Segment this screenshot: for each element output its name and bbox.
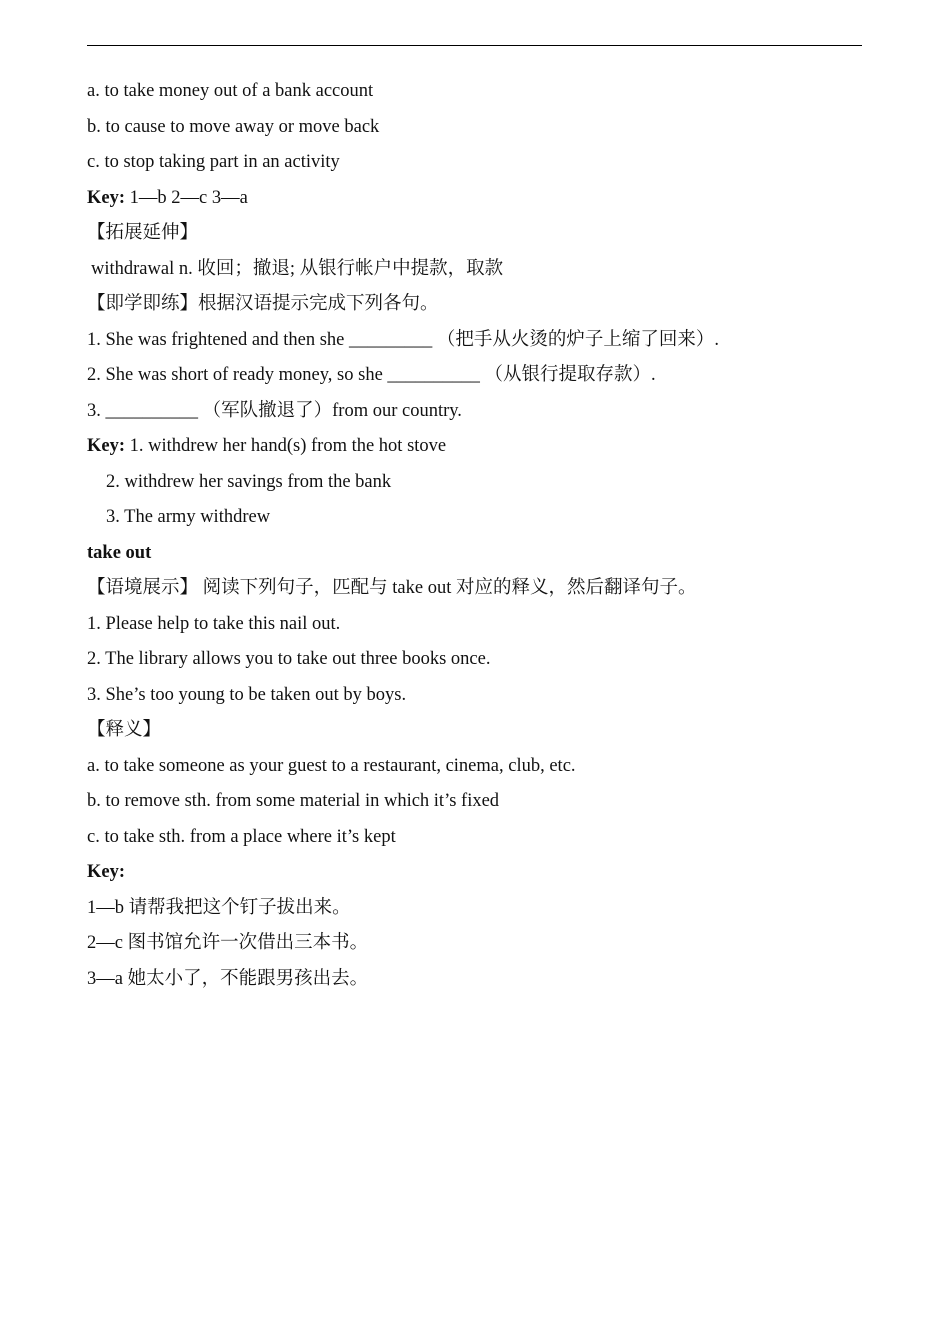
document-body bbox=[87, 74, 862, 997]
definition-c: c. to stop taking part in an activity bbox=[87, 152, 340, 172]
practice-heading: 【即学即练】根据汉语提示完成下列各句。 bbox=[87, 294, 439, 314]
example-sentence-1: 1. Please help to take this nail out. bbox=[87, 613, 341, 634]
example-sentence-3: 3. She’s too young to be taken out by boys. bbox=[87, 684, 407, 705]
key-text: 1—b 2—c 3—a bbox=[125, 187, 248, 208]
definition-b: b. to cause to move away or move back bbox=[87, 116, 380, 137]
practice-item-2: 2. She was short of ready money, so she __________ （从银行提取存款）. bbox=[87, 365, 656, 385]
meaning-heading: 【释义】 bbox=[87, 720, 162, 740]
practice-item-3: 3. __________ （军队撤退了）from our country. bbox=[87, 400, 462, 421]
answer-key-1 bbox=[87, 181, 862, 217]
example-sentence-2: 2. The library allows you to take out three books once. bbox=[87, 649, 491, 669]
withdrawal-entry: withdrawal n. 收回；撤退; 从银行帐户中提款，取款 bbox=[91, 258, 504, 279]
answer-line-2: 2—c 图书馆允许一次借出三本书。 bbox=[87, 933, 369, 953]
key-answer-1: 1. withdrew her hand(s) from the hot stove bbox=[125, 436, 447, 456]
key-answer-3: 3. The army withdrew bbox=[106, 507, 271, 527]
meaning-c: c. to take sth. from a place where it’s kept bbox=[87, 826, 396, 847]
answer-line-1: 1—b 请帮我把这个钉子拔出来。 bbox=[87, 897, 351, 918]
key-label: Key: bbox=[87, 436, 126, 456]
answer-key-2 bbox=[87, 429, 862, 465]
practice-item-1: 1. She was frightened and then she _________ （把手从火烫的炉子上缩了回来）. bbox=[87, 329, 720, 350]
key-answer-2: 2. withdrew her savings from the bank bbox=[106, 471, 392, 492]
extension-heading: 【拓展延伸】 bbox=[87, 223, 199, 243]
meaning-a: a. to take someone as your guest to a restaurant, cinema, club, etc. bbox=[87, 755, 576, 776]
key-label: Key: bbox=[87, 862, 126, 882]
section-title: take out bbox=[87, 542, 152, 563]
context-heading: 【语境展示】 阅读下列句子，匹配与 take out 对应的释义，然后翻译句子。 bbox=[87, 578, 697, 598]
definition-a: a. to take money out of a bank account bbox=[87, 81, 374, 101]
answer-line-3: 3—a 她太小了，不能跟男孩出去。 bbox=[87, 968, 369, 989]
meaning-b: b. to remove sth. from some material in which it’s fixed bbox=[87, 791, 500, 811]
key-label: Key: bbox=[87, 187, 126, 208]
header-rule bbox=[87, 45, 862, 46]
